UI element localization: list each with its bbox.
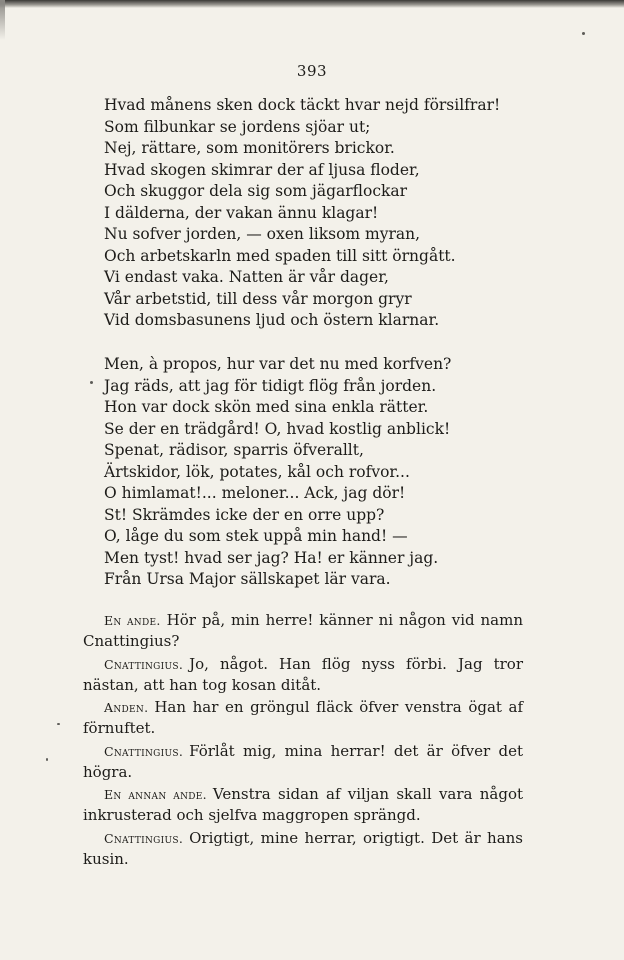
speech-text: Han har en gröngul fläck öfver venstra ögat af förnuftet. [83, 698, 523, 737]
poem-line: Men, à propos, hur var det nu med korfven? [104, 355, 452, 373]
dialogue-block [83, 610, 523, 871]
poem-stanza-2 [104, 354, 524, 591]
poem-line: Vår arbetstid, till dess vår morgon gryr [104, 289, 412, 308]
ink-speck [46, 758, 48, 761]
dialogue-entry [83, 828, 523, 870]
page-number: 393 [296, 62, 328, 80]
speech-text: Jo, något. Han flög nyss förbi. Jag tror nästan, att han tog kosan ditåt. [83, 654, 523, 694]
page-top-edge [0, 0, 624, 8]
poem-line: Nu sofver jorden, — oxen liksom myran, [104, 225, 421, 243]
poem-line: Vi endast vaka. Natten är vår dager, [104, 268, 389, 286]
poem-line: Hon var dock skön med sina enkla rätter. [104, 398, 429, 416]
speaker-name: En annan ande. [104, 787, 207, 802]
ink-speck [582, 32, 585, 35]
poem-line: O himlamat!... meloner... Ack, jag dör! [104, 484, 406, 502]
dialogue-entry [83, 654, 523, 696]
poem-line: Hvad månens sken dock täckt hvar nejd försilfrar! [104, 96, 501, 114]
poem-line: Vid domsbasunens ljud och östern klarnar. [104, 311, 440, 329]
ink-speck [57, 723, 60, 725]
poem-line: Nej, rättare, som monitörers brickor. [104, 139, 395, 157]
poem-line: Och skuggor dela sig som jägarflockar [104, 182, 408, 200]
poem-stanza-1 [104, 95, 524, 332]
poem-line: Spenat, rädisor, sparris öfverallt, [104, 441, 364, 459]
ink-speck [90, 381, 93, 384]
speaker-name: Cnattingius. [104, 743, 184, 759]
speaker-name: Cnattingius. [104, 830, 184, 846]
poem-line: Hvad skogen skimrar der af ljusa floder, [104, 160, 420, 179]
poem-line: O, låge du som stek uppå min hand! — [104, 527, 408, 545]
speaker-name: Anden. [104, 700, 149, 715]
speech-text: Origtigt, mine herrar, origtigt. Det är hans kusin. [83, 828, 523, 868]
page-left-edge [0, 0, 5, 40]
speaker-name: En ande. [104, 613, 161, 628]
poem-line: Men tyst! hvad ser jag? Ha! er känner jag. [104, 548, 439, 567]
speech-text: Hör på, min herre! känner ni någon vid namn Cnattingius? [83, 611, 523, 650]
dialogue-entry [83, 784, 523, 826]
poem-line: Ärtskidor, lök, potates, kål och rofvor... [104, 462, 410, 481]
poem-line: I dälderna, der vakan ännu klagar! [104, 203, 379, 222]
speaker-name: Cnattingius. [104, 656, 184, 672]
dialogue-entry [83, 697, 523, 739]
speech-text: Förlåt mig, mina herrar! det är öfver det högra. [83, 741, 523, 781]
poem-line: Jag räds, att jag för tidigt flög från jorden. [104, 376, 437, 395]
poem-line: Som filbunkar se jordens sjöar ut; [104, 117, 371, 136]
poem-line: Och arbetskarln med spaden till sitt örngått. [104, 246, 456, 265]
poem-line: Se der en trädgård! O, hvad kostlig anblick! [104, 419, 451, 438]
dialogue-entry [83, 741, 523, 783]
speech-text: Venstra sidan af viljan skall vara något inkrusterad och sjelfva maggropen sprängd. [83, 785, 524, 824]
poem-line: Från Ursa Major sällskapet lär vara. [104, 570, 391, 588]
dialogue-entry [83, 610, 523, 652]
poem-line: St! Skrämdes icke der en orre upp? [104, 505, 385, 524]
